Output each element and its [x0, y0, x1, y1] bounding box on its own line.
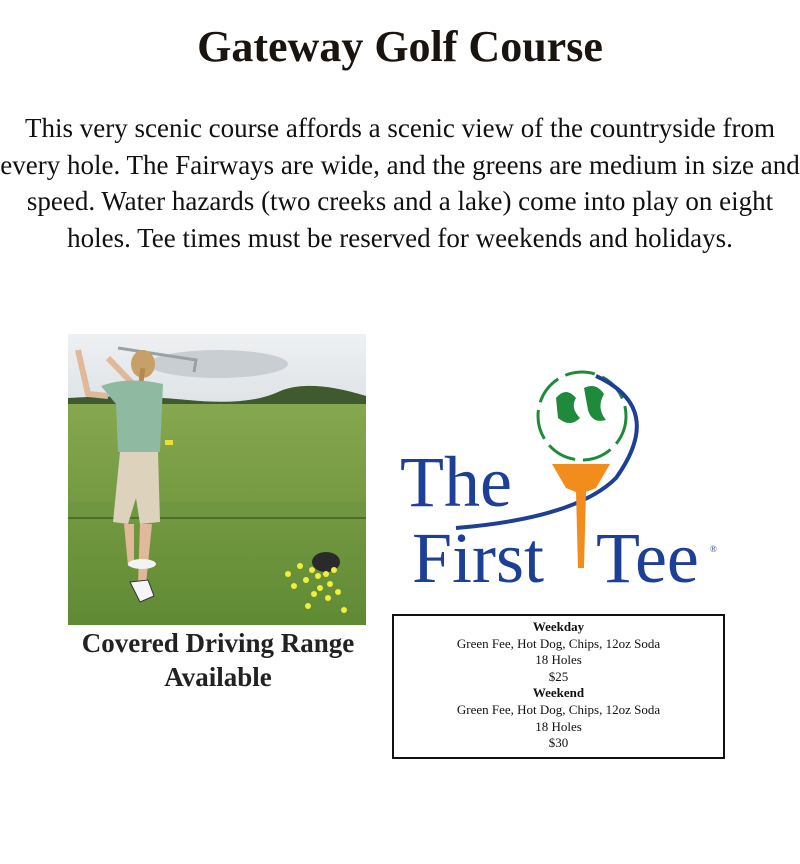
course-description: This very scenic course affords a scenic view of the countryside from every hole. The Fairways are wide, and the greens are medium in size and speed. Water hazards (two creeks and a lake) come into play on eight holes. Tee times must be reserved for weekends and holidays. — [0, 113, 800, 253]
first-tee-logo — [396, 368, 726, 594]
svg-text:®: ® — [710, 544, 717, 554]
weekend-price: $30 — [548, 735, 569, 751]
weekday-price: $25 — [548, 668, 569, 684]
weekend-holes: 18 Holes — [535, 718, 582, 734]
driving-range-caption — [40, 626, 396, 694]
weekday-items: Green Fee, Hot Dog, Chips, 12oz Soda — [456, 635, 661, 651]
weekday-holes: 18 Holes — [535, 652, 582, 668]
weekend-items: Green Fee, Hot Dog, Chips, 12oz Soda — [456, 701, 661, 717]
driving-range-photo — [68, 334, 366, 625]
weekday-heading: Weekday — [532, 619, 585, 634]
logo-word-tee: Tee — [596, 518, 699, 594]
logo-word-first: First — [412, 518, 545, 594]
fees-box — [392, 614, 725, 759]
logo-word-the: The — [400, 442, 512, 522]
page-title: Gateway Golf Course — [197, 22, 603, 71]
caption-line-2: Available — [164, 662, 272, 692]
weekend-heading: Weekend — [532, 685, 585, 701]
caption-line-1: Covered Driving Range — [81, 628, 355, 658]
